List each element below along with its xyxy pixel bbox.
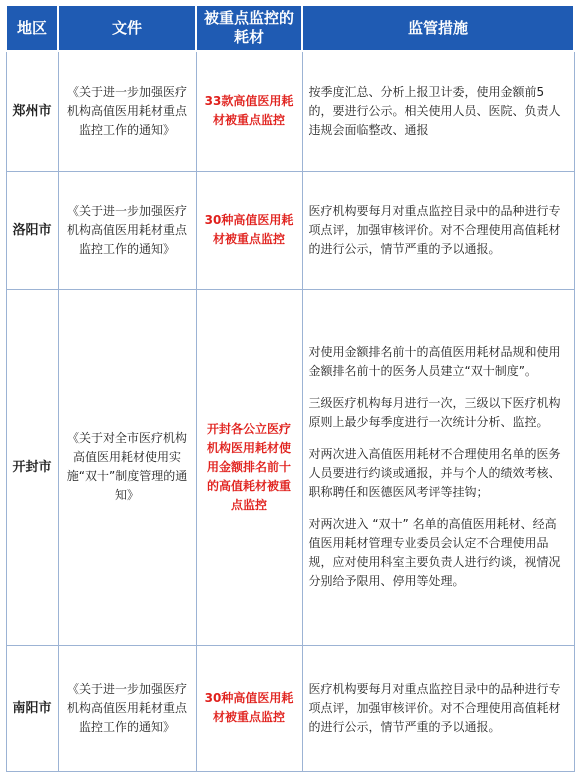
table-row [6,171,574,289]
measures-cell [302,645,574,771]
header-region: 地区 [6,5,58,51]
measures-cell [302,51,574,171]
monitored-item-cell: 开封各公立医疗机构医用耗材使用金额排名前十的高值耗材被重点监控 [196,289,302,645]
monitored-item-cell: 30种高值医用耗材被重点监控 [196,645,302,771]
document-cell: 《关于进一步加强医疗机构高值医用耗材重点监控工作的通知》 [58,645,196,771]
header-row [6,5,574,51]
supervision-table [5,4,575,772]
document-cell: 《关于对全市医疗机构高值医用耗材使用实施“双十”制度管理的通知》 [58,289,196,645]
measure-paragraph: 医疗机构要每月对重点监控目录中的品种进行专项点评，加强审核评价。对不合理使用高值耗材的进行公示，情节严重的予以通报。 [308,681,561,734]
table-row [6,289,574,645]
measure-paragraph: 对两次进入高值医用耗材不合理使用名单的医务人员要进行约谈或通报，并与个人的绩效考核、职称聘任和医德医风考评等挂钩； [308,447,561,499]
table-row [6,51,574,171]
region-cell: 开封市 [6,289,58,645]
monitored-item-cell: 33款高值医用耗材被重点监控 [196,51,302,171]
measure-paragraph: 按季度汇总、分析上报卫计委，使用金额前5的，要进行公示。相关使用人员、医院、负责人违规会面临整改、通报 [308,84,561,137]
header-document: 文件 [58,5,196,51]
measure-paragraph: 对两次进入 “双十” 名单的高值医用耗材、经高值医用耗材管理专业委员会认定不合理使用品规，应对使用科室主要负责人进行约谈，视情况分别给予限用、停用等处理。 [308,517,561,588]
header-item [196,5,302,51]
region-cell: 洛阳市 [6,171,58,289]
measures-cell [302,171,574,289]
header-item-line1: 被重点监控的 [203,9,294,27]
region-cell: 南阳市 [6,645,58,771]
header-item-line2: 耗材 [233,28,264,46]
measures-cell [302,289,574,645]
header-measures: 监管措施 [302,5,574,51]
measure-paragraph: 对使用金额排名前十的高值医用耗材品规和使用金额排名前十的医务人员建立“双十制度”。 [308,345,561,378]
measure-paragraph: 医疗机构要每月对重点监控目录中的品种进行专项点评，加强审核评价。对不合理使用高值耗材的进行公示，情节严重的予以通报。 [308,203,561,256]
monitored-item-cell: 30种高值医用耗材被重点监控 [196,171,302,289]
document-cell: 《关于进一步加强医疗机构高值医用耗材重点监控工作的通知》 [58,51,196,171]
region-cell: 郑州市 [6,51,58,171]
table-row [6,645,574,771]
measure-paragraph: 三级医疗机构每月进行一次，三级以下医疗机构原则上最少每季度进行一次统计分析、监控。 [308,396,561,429]
document-cell: 《关于进一步加强医疗机构高值医用耗材重点监控工作的通知》 [58,171,196,289]
